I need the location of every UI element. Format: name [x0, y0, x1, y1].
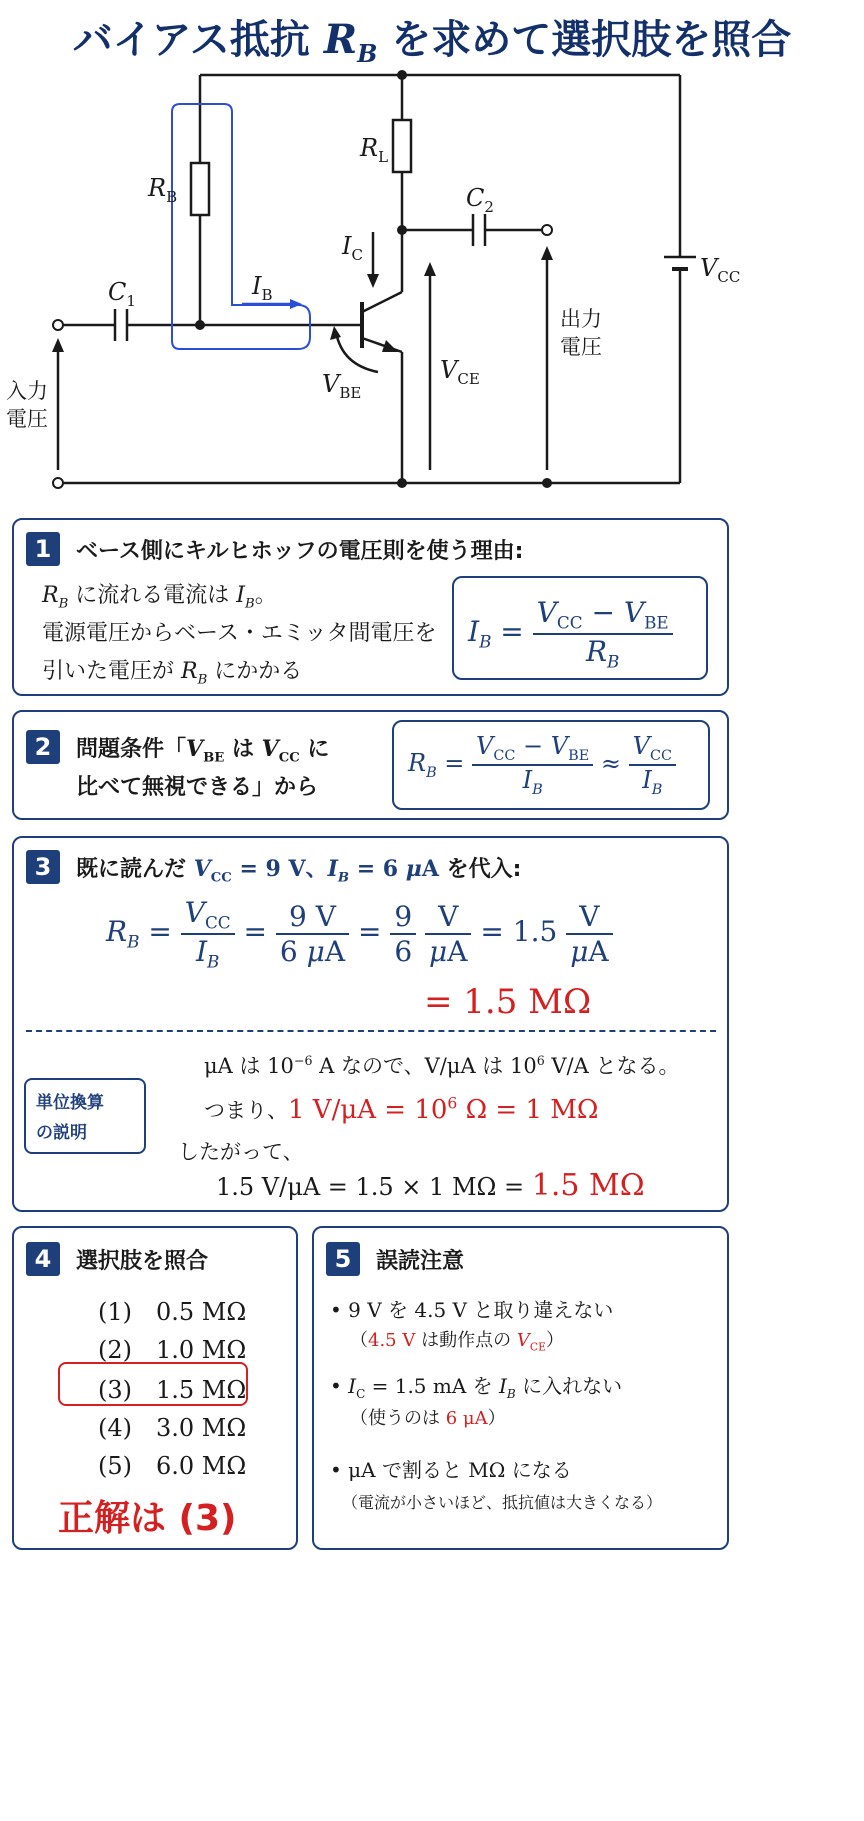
panel-5-title: 誤読注意	[376, 1249, 465, 1274]
panel-1-line-3: 引いた電圧が $R_B$ にかかる	[42, 659, 303, 688]
label-input-voltage-2: 電圧	[6, 407, 48, 431]
choice-3: (3) 1.5 MΩ	[98, 1376, 247, 1404]
label-c2: $C_2$	[466, 184, 494, 216]
vbe-arrow	[336, 332, 378, 372]
panel-2-title-line-2: 比べて無視できる」から	[76, 775, 319, 800]
panel-3-divider	[26, 1030, 716, 1032]
vbe-arrowhead	[330, 326, 341, 340]
panel-3-result: = 1.5 MΩ	[424, 982, 592, 1022]
caution-2-line-1: • $I_C = 1.5$ mA を $I_B$ に入れない	[330, 1374, 623, 1401]
panel-3-number: 3	[26, 850, 60, 884]
panel-2-title-line-1: 問題条件「$V_{BE}$ は $V_{CC}$ に	[76, 736, 330, 766]
caution-1-line-1: • 9 V を 4.5 V と取り違えない	[330, 1298, 614, 1322]
unit-label-line-2: の説明	[36, 1123, 87, 1143]
choice-5: (5) 6.0 MΩ	[98, 1452, 247, 1480]
panel-4	[12, 1226, 298, 1550]
unit-line-1: μA は $10^{-6}$ A なので、V/μA は $10^6$ V/A となる。	[204, 1053, 680, 1078]
ic-arrowhead	[367, 274, 379, 288]
rl-resistor	[393, 120, 411, 172]
circuit-diagram	[0, 60, 864, 560]
unit-label-line-1: 単位換算	[36, 1093, 104, 1113]
panel-5	[312, 1226, 729, 1550]
panel-4-number: 4	[26, 1242, 60, 1276]
unit-line-3: したがって、	[178, 1140, 304, 1164]
panel-1-number: 1	[26, 532, 60, 566]
unit-line-4: 1.5 V/μA = 1.5 × 1 MΩ = 1.5 MΩ	[216, 1168, 645, 1203]
choice-2: (2) 1.0 MΩ	[98, 1336, 247, 1364]
emitter-arrowhead	[382, 340, 398, 352]
panel-1	[12, 518, 729, 696]
label-output-voltage-1: 出力	[560, 307, 602, 331]
choice-4: (4) 3.0 MΩ	[98, 1414, 247, 1442]
panel-2-equation: $R_B$ = $\frac{V_{CC} - V_{BE}}{I_B}$ ≈ $\frac{V_{CC}}{I_B}$	[408, 732, 676, 798]
panel-2	[12, 710, 729, 820]
panel-1-equation: $I_B$ = $\frac{V_{CC} - V_{BE}}{R_B}$	[468, 596, 673, 671]
unit-line-2: つまり、1 $V/\mu A = 10^6$ Ω = 1 MΩ	[204, 1094, 599, 1125]
panel-2-number: 2	[26, 730, 60, 764]
ib-path-highlight	[172, 104, 310, 349]
unit-conversion-label	[24, 1078, 146, 1154]
label-rb: $R_B$	[148, 174, 178, 206]
label-ic: $I_C$	[342, 232, 363, 264]
output-arrowhead	[541, 246, 553, 260]
panel-2-equation-box	[392, 720, 710, 810]
label-vbe: $V_{BE}$	[322, 370, 362, 402]
title-text-pre: バイアス抵抗	[72, 17, 324, 63]
ib-arrowhead	[290, 299, 302, 309]
input-arrowhead	[52, 338, 64, 352]
vce-arrowhead	[424, 262, 436, 276]
caution-3-line-2: （電流が小さいほど、抵抗値は大きくなる）	[342, 1493, 663, 1512]
caution-1-line-2: （4.5 V は動作点の $V_{CE}$）	[350, 1330, 564, 1354]
panel-1-equation-box	[452, 576, 708, 680]
terminals	[53, 70, 552, 488]
label-rl: $R_L$	[360, 134, 389, 166]
label-vcc: $V_{CC}$	[700, 254, 741, 286]
caution-2-line-2: （使うのは 6 μA）	[350, 1408, 506, 1429]
panel-5-number: 5	[326, 1242, 360, 1276]
label-input-voltage-1: 入力	[6, 379, 48, 403]
label-vce: $V_{CE}$	[440, 356, 480, 388]
label-ib: $I_B$	[252, 272, 273, 304]
panel-3-title: 既に読んだ $V_{CC} = 9$ V、$I_B = 6$ μA を代入:	[76, 856, 522, 886]
choice-1: (1) 0.5 MΩ	[98, 1298, 247, 1326]
panel-1-line-1: $R_B$ に流れる電流は $I_B$。	[42, 583, 277, 612]
rb-resistor	[191, 163, 209, 215]
caution-3-line-1: • μA で割ると MΩ になる	[330, 1458, 572, 1482]
label-c1: $C_1$	[108, 278, 136, 310]
panel-3-equation: $R_B$ = $\frac{V_{CC}}{I_B}$ = $\frac{9 V}{6 \mu A}$ = $\frac{9}{6}$ $\frac{V}{\mu A}$ = 1.5 $\frac{V}{\mu A}$	[106, 896, 613, 971]
title-var-sub: B	[357, 39, 378, 68]
panel-1-line-2: 電源電圧からベース・エミッタ間電圧を	[42, 621, 437, 646]
transistor-collector-leg	[362, 292, 402, 312]
panel-4-title: 選択肢を照合	[76, 1249, 209, 1274]
panel-1-title: ベース側にキルヒホッフの電圧則を使う理由:	[76, 539, 524, 564]
panel-3	[12, 836, 729, 1212]
title-text-post: を求めて選択肢を照合	[377, 17, 792, 63]
page-title	[0, 8, 864, 68]
title-var: R	[323, 16, 358, 63]
answer: 正解は (3)	[58, 1498, 237, 1539]
label-output-voltage-2: 電圧	[560, 335, 602, 359]
transistor-emitter-leg	[362, 338, 402, 352]
